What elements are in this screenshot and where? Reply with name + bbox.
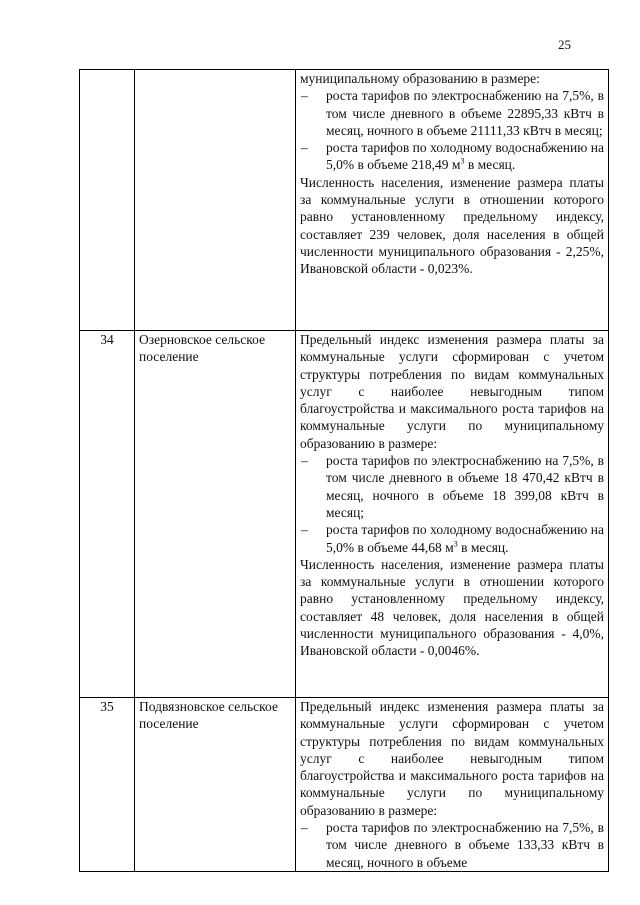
dash-bullet-icon: – [301,140,308,156]
superscript-3: 3 [460,156,465,166]
bullet-text: роста тарифов по холодному водоснабжению на 5,0% в объеме 44,68 м [326,522,604,555]
bullet-text: роста тарифов по электроснабжению на 7,5%, в том числе дневного в объеме 133,33 кВтч в месяц, ночного в объеме [326,820,604,870]
bullet-item [300,819,604,871]
table-row [80,698,609,872]
row-description [296,70,609,331]
superscript-3: 3 [453,539,458,549]
row-number: 35 [80,698,135,872]
page-number: 25 [558,37,571,52]
intro-text: Предельный индекс изменения размера платы за коммунальные услуги сформирован с учетом структуры потребления по видам коммунальных услуг с наиболее невыгодным типом благоустройства и максимального роста тарифов на коммунальные услуги по муниципальному образованию в размере: [300,699,604,818]
bullet-text: роста тарифов по электроснабжению на 7,5%, в том числе дневного в объеме 22895,33 кВтч в месяц, ночного в объеме 21111,33 кВтч в месяц; [326,88,604,138]
population-text: Численность населения, изменение размера платы за коммунальные услуги в отношении которого равно установленному предельному индексу, составляет 48 человек, доля населения в общей численности муниципального образования - 4,0%, Ивановской области - 0,0046%. [300,556,604,659]
document-table [79,69,609,872]
intro-text: Предельный индекс изменения размера платы за коммунальные услуги сформирован с учетом структуры потребления по видам коммунальных услуг с наиболее невыгодным типом благоустройства и максимального роста тарифов на коммунальные услуги по муниципальному образованию в размере: [300,332,604,451]
municipality-name [135,70,296,331]
row-description [296,698,609,872]
bullet-text: роста тарифов по электроснабжению на 7,5%, в том числе дневного в объеме 18 470,42 кВтч в месяц, ночного в объеме 18 399,08 кВтч в месяц; [326,453,604,520]
dash-bullet-icon: – [301,453,308,469]
bullet-item [300,521,604,556]
row-number: 34 [80,331,135,698]
dash-bullet-icon: – [301,522,308,538]
bullet-text-end: в месяц. [464,157,516,173]
municipality-name: Подвязновское сельское поселение [135,698,296,872]
table-row [80,331,609,698]
row-description [296,331,609,698]
dash-bullet-icon: – [301,88,308,104]
municipality-name: Озерновское сельское поселение [135,331,296,698]
bullet-text: роста тарифов по холодному водоснабжению на 5,0% в объеме 218,49 м [326,140,604,173]
table-row [80,70,609,331]
bullet-text-end: в месяц. [457,539,509,555]
intro-text: муниципальному образованию в размере: [300,71,540,86]
bullet-item [300,87,604,139]
bullet-item [300,139,604,174]
bullet-item [300,452,604,521]
row-number [80,70,135,331]
dash-bullet-icon: – [301,820,308,836]
population-text: Численность населения, изменение размера платы за коммунальные услуги в отношении которого равно установленному предельному индексу, составляет 239 человек, доля населения в общей численности муниципального образования - 2,25%, Ивановской области - 0,023%. [300,174,604,277]
